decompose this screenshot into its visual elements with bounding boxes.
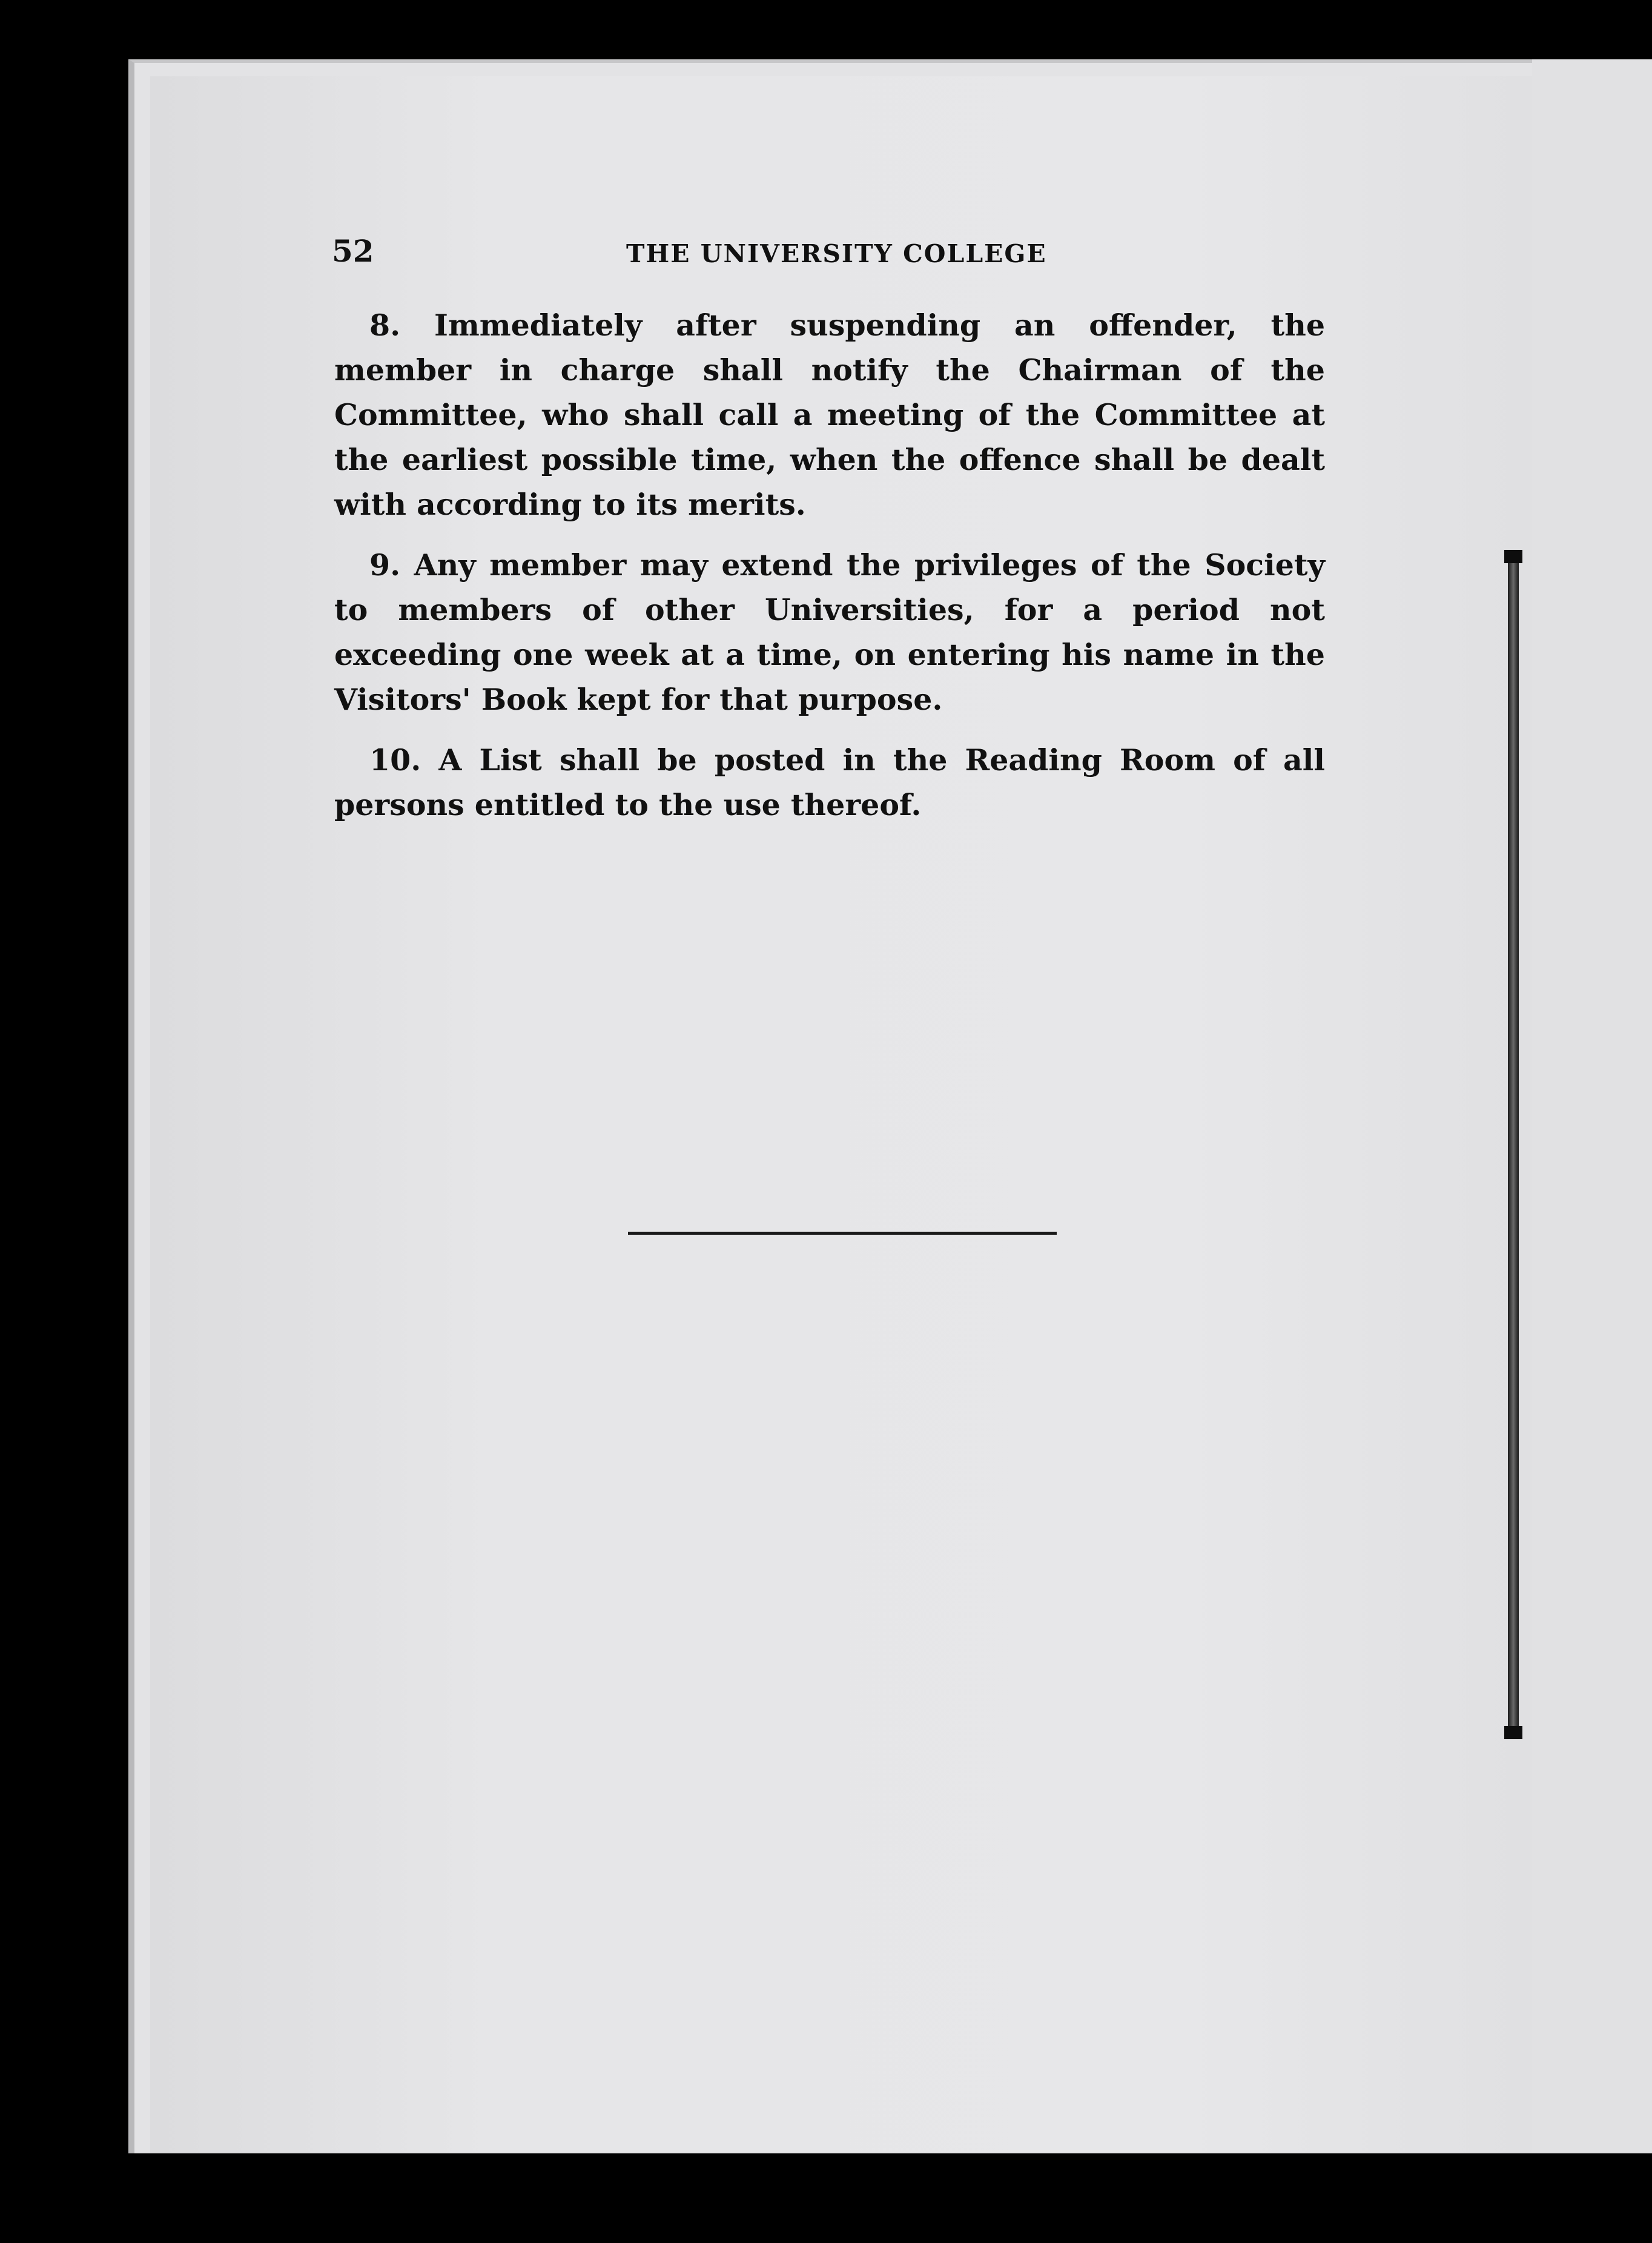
section-end-rule bbox=[628, 1232, 1057, 1235]
paragraph-rule-9: 9. Any member may extend the privileges of the Society to members of other Universities, for a period not exceeding one week at a time, on entering his name in the Visitors' Book kept for that purpose. bbox=[334, 547, 1325, 717]
body-text bbox=[334, 303, 1325, 843]
page-number: 52 bbox=[332, 233, 374, 269]
running-head bbox=[332, 233, 1337, 276]
paragraph-rule-10: 10. A List shall be posted in the Reading Room of all persons entitled to the use thereof. bbox=[334, 742, 1325, 822]
binding-shadow bbox=[1508, 557, 1519, 1738]
binding-top-mark bbox=[1504, 550, 1522, 563]
facing-page-edge bbox=[1532, 59, 1652, 2153]
paragraph-rule-8: 8. Immediately after suspending an offender, the member in charge shall notify the Chairman of the Committee, who shall call a meeting of the Committee at the earliest possible time, when the offence shall be dealt with according to its merits. bbox=[334, 308, 1325, 522]
binding-bottom-mark bbox=[1504, 1726, 1522, 1739]
running-title: THE UNIVERSITY COLLEGE bbox=[626, 239, 1047, 268]
